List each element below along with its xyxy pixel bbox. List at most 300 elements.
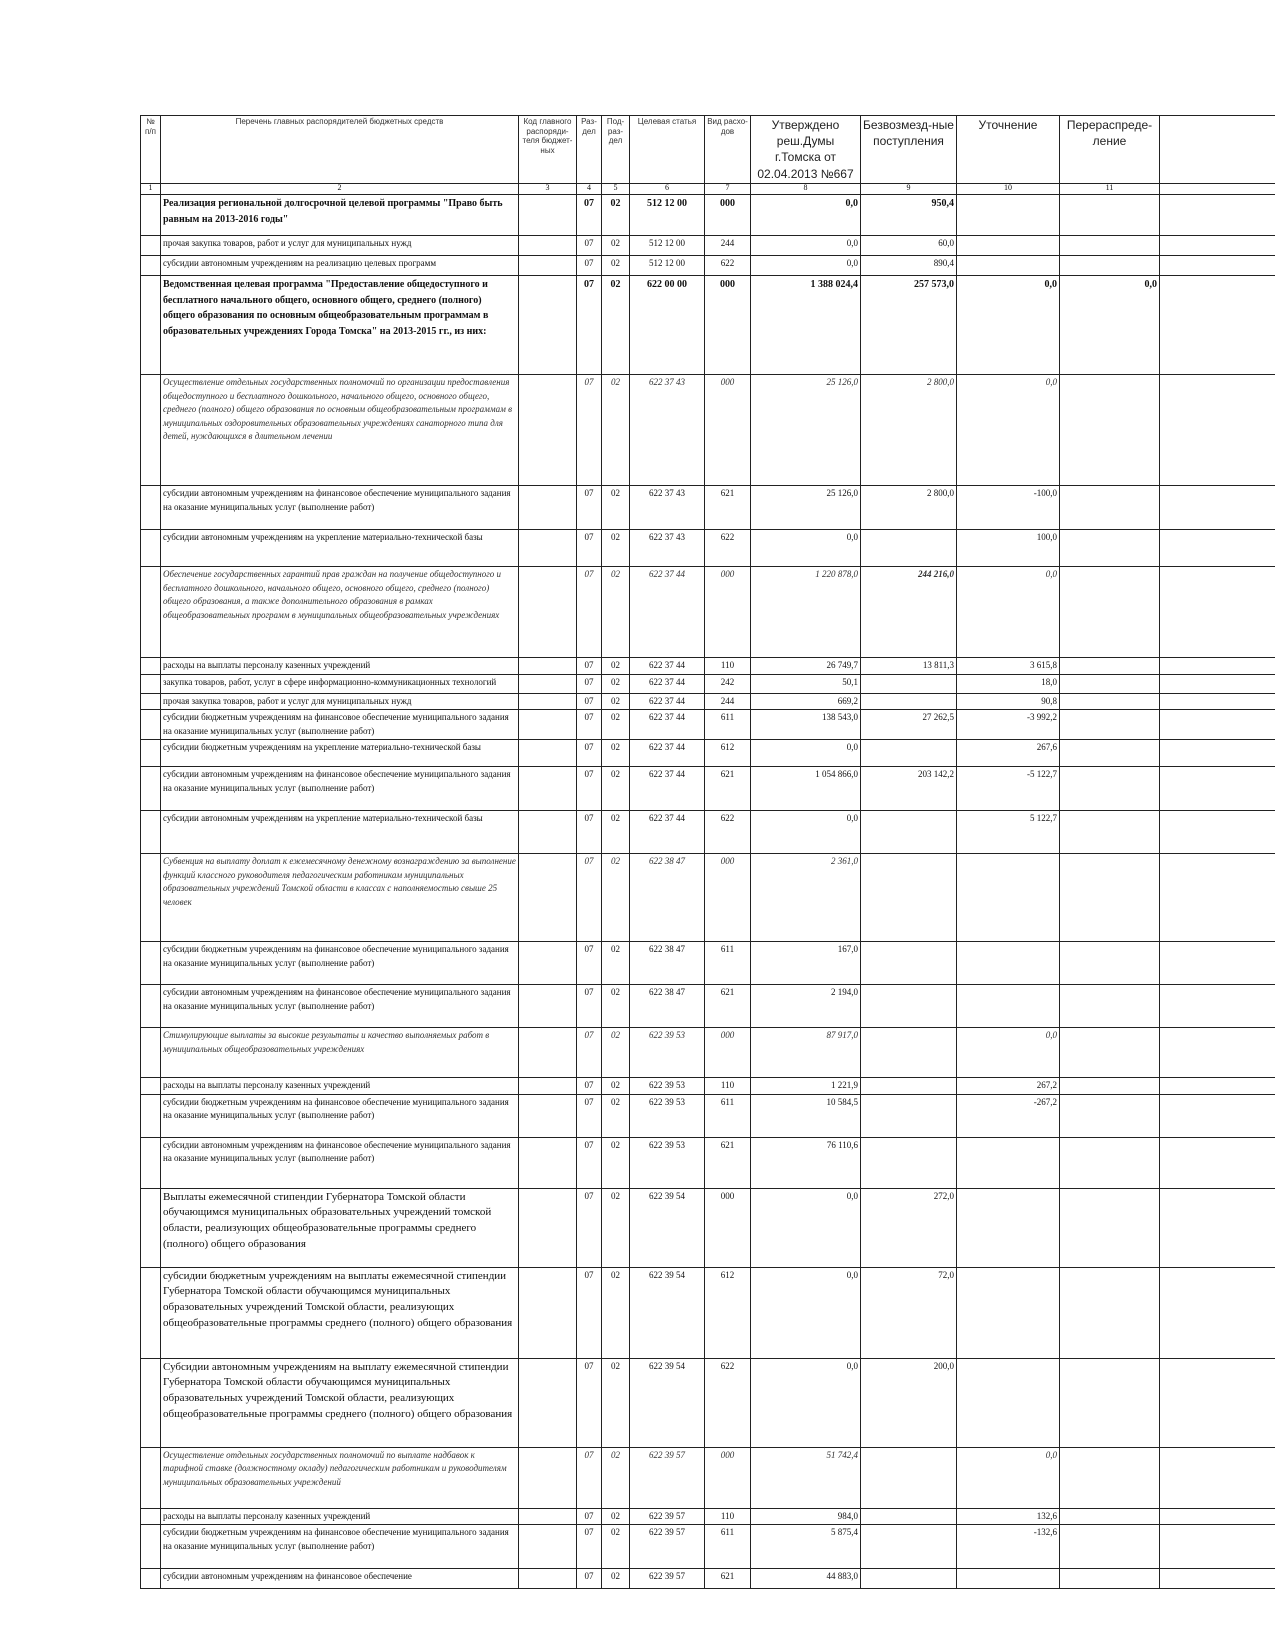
row-approved: 25 126,0 xyxy=(751,486,861,530)
row-code xyxy=(519,256,577,276)
row-name: субсидии автономным учреждениям на финансовое обеспечение xyxy=(161,1569,519,1589)
header-clarification: Уточнение xyxy=(957,116,1060,184)
row-name: субсидии автономным учреждениям на укрепление материально-технической базы xyxy=(161,811,519,854)
col-num xyxy=(1160,184,1275,195)
row-expense-type: 611 xyxy=(705,942,751,985)
row-code xyxy=(519,854,577,942)
row-number xyxy=(141,710,161,740)
row-code xyxy=(519,1447,577,1508)
row-target-article: 622 37 43 xyxy=(630,375,705,486)
row-target-article: 622 39 54 xyxy=(630,1267,705,1358)
row-gratuitous: 27 262,5 xyxy=(861,710,957,740)
row-expense-type: 612 xyxy=(705,1267,751,1358)
row-approved: 138 543,0 xyxy=(751,710,861,740)
row-gratuitous: 60,0 xyxy=(861,236,957,256)
row-name: Выплаты ежемесячной стипендии Губернатора Томской области обучающимся муниципальных образовательных учреждений томской области, реализующих общеобразовательные программы среднего (полного) общего образования xyxy=(161,1188,519,1267)
col-num: 5 xyxy=(602,184,630,195)
row-redistribution xyxy=(1060,1028,1160,1078)
row-target-article: 512 12 00 xyxy=(630,256,705,276)
row-extra xyxy=(1160,1447,1275,1508)
row-gratuitous xyxy=(861,1078,957,1095)
row-approved: 1 388 024,4 xyxy=(751,276,861,375)
row-approved: 26 749,7 xyxy=(751,658,861,675)
row-razdel: 07 xyxy=(577,1569,602,1589)
row-extra xyxy=(1160,985,1275,1028)
row-name: субсидии автономным учреждениям на финансовое обеспечение муниципального задания на оказание муниципальных услуг (выполнение работ) xyxy=(161,767,519,811)
row-podrazdel: 02 xyxy=(602,811,630,854)
row-expense-type: 621 xyxy=(705,1137,751,1188)
table-row xyxy=(141,1358,1275,1447)
row-clarification: 0,0 xyxy=(957,375,1060,486)
header-code: Код главного распоряди-теля бюджет-ных xyxy=(519,116,577,184)
row-podrazdel: 02 xyxy=(602,1078,630,1095)
row-podrazdel: 02 xyxy=(602,674,630,693)
row-redistribution xyxy=(1060,710,1160,740)
row-podrazdel: 02 xyxy=(602,486,630,530)
row-target-article: 622 37 44 xyxy=(630,693,705,710)
row-clarification: -267,2 xyxy=(957,1094,1060,1137)
row-razdel: 07 xyxy=(577,740,602,767)
row-clarification xyxy=(957,1137,1060,1188)
table-body xyxy=(141,195,1275,1589)
row-target-article: 622 39 53 xyxy=(630,1137,705,1188)
row-name: субсидии бюджетным учреждениям на финансовое обеспечение муниципального задания на оказание муниципальных услуг (выполнение работ) xyxy=(161,710,519,740)
table-row xyxy=(141,567,1275,658)
header-number: № п/п xyxy=(141,116,161,184)
row-extra xyxy=(1160,375,1275,486)
row-extra xyxy=(1160,1569,1275,1589)
row-extra xyxy=(1160,740,1275,767)
row-approved: 167,0 xyxy=(751,942,861,985)
header-podrazdel: Под-раз-дел xyxy=(602,116,630,184)
row-razdel: 07 xyxy=(577,195,602,236)
col-num: 10 xyxy=(957,184,1060,195)
row-approved: 0,0 xyxy=(751,256,861,276)
row-redistribution xyxy=(1060,375,1160,486)
row-number xyxy=(141,1508,161,1525)
row-clarification: 90,8 xyxy=(957,693,1060,710)
row-number xyxy=(141,1447,161,1508)
row-name: субсидии автономным учреждениям на реализацию целевых программ xyxy=(161,256,519,276)
row-expense-type: 000 xyxy=(705,567,751,658)
row-expense-type: 611 xyxy=(705,1525,751,1569)
row-clarification: -3 992,2 xyxy=(957,710,1060,740)
col-num: 6 xyxy=(630,184,705,195)
col-num: 11 xyxy=(1060,184,1160,195)
table-row xyxy=(141,767,1275,811)
row-clarification xyxy=(957,236,1060,256)
row-expense-type: 000 xyxy=(705,1028,751,1078)
row-target-article: 512 12 00 xyxy=(630,195,705,236)
row-approved: 0,0 xyxy=(751,236,861,256)
table-row xyxy=(141,942,1275,985)
row-expense-type: 000 xyxy=(705,854,751,942)
row-target-article: 622 37 43 xyxy=(630,486,705,530)
row-gratuitous xyxy=(861,674,957,693)
col-num: 2 xyxy=(161,184,519,195)
row-approved: 0,0 xyxy=(751,1188,861,1267)
row-number xyxy=(141,1028,161,1078)
row-number xyxy=(141,236,161,256)
row-expense-type: 000 xyxy=(705,1447,751,1508)
header-extra xyxy=(1160,116,1275,184)
row-razdel: 07 xyxy=(577,1078,602,1095)
row-extra xyxy=(1160,567,1275,658)
row-gratuitous: 72,0 xyxy=(861,1267,957,1358)
row-target-article: 622 38 47 xyxy=(630,942,705,985)
row-clarification: 267,2 xyxy=(957,1078,1060,1095)
budget-table xyxy=(140,115,1275,1589)
row-redistribution xyxy=(1060,1525,1160,1569)
row-clarification: 0,0 xyxy=(957,276,1060,375)
row-expense-type: 244 xyxy=(705,236,751,256)
table-row xyxy=(141,693,1275,710)
row-code xyxy=(519,1028,577,1078)
row-number xyxy=(141,1094,161,1137)
row-redistribution: 0,0 xyxy=(1060,276,1160,375)
table-row xyxy=(141,740,1275,767)
row-number xyxy=(141,195,161,236)
row-target-article: 622 39 57 xyxy=(630,1569,705,1589)
row-clarification: -132,6 xyxy=(957,1525,1060,1569)
table-row xyxy=(141,256,1275,276)
row-podrazdel: 02 xyxy=(602,1358,630,1447)
row-clarification xyxy=(957,985,1060,1028)
row-redistribution xyxy=(1060,530,1160,567)
row-clarification xyxy=(957,1569,1060,1589)
row-clarification: 132,6 xyxy=(957,1508,1060,1525)
row-gratuitous xyxy=(861,740,957,767)
row-razdel: 07 xyxy=(577,1508,602,1525)
row-number xyxy=(141,942,161,985)
table-row xyxy=(141,276,1275,375)
row-redistribution xyxy=(1060,236,1160,256)
row-code xyxy=(519,1078,577,1095)
row-approved: 2 361,0 xyxy=(751,854,861,942)
header-name: Перечень главных распорядителей бюджетных средств xyxy=(161,116,519,184)
row-gratuitous xyxy=(861,985,957,1028)
table-row xyxy=(141,195,1275,236)
row-code xyxy=(519,1188,577,1267)
row-expense-type: 621 xyxy=(705,1569,751,1589)
row-expense-type: 000 xyxy=(705,195,751,236)
row-number xyxy=(141,486,161,530)
row-gratuitous: 244 216,0 xyxy=(861,567,957,658)
table-row xyxy=(141,1137,1275,1188)
header-target-article: Целевая статья xyxy=(630,116,705,184)
row-razdel: 07 xyxy=(577,1447,602,1508)
row-podrazdel: 02 xyxy=(602,710,630,740)
row-podrazdel: 02 xyxy=(602,1094,630,1137)
row-code xyxy=(519,658,577,675)
row-extra xyxy=(1160,276,1275,375)
row-target-article: 622 39 57 xyxy=(630,1447,705,1508)
table-row xyxy=(141,710,1275,740)
row-name: Осуществление отдельных государственных полномочий по выплате надбавок к тарифной ставке (должностному окладу) педагогическим работникам и руководителям муниципальных образовательных учреждений xyxy=(161,1447,519,1508)
row-code xyxy=(519,1267,577,1358)
row-name: субсидии автономным учреждениям на финансовое обеспечение муниципального задания на оказание муниципальных услуг (выполнение работ) xyxy=(161,985,519,1028)
row-number xyxy=(141,767,161,811)
row-extra xyxy=(1160,710,1275,740)
row-gratuitous: 200,0 xyxy=(861,1358,957,1447)
row-redistribution xyxy=(1060,942,1160,985)
row-podrazdel: 02 xyxy=(602,693,630,710)
row-code xyxy=(519,710,577,740)
row-expense-type: 621 xyxy=(705,985,751,1028)
row-gratuitous: 890,4 xyxy=(861,256,957,276)
row-target-article: 622 00 00 xyxy=(630,276,705,375)
row-name: субсидии автономным учреждениям на укрепление материально-технической базы xyxy=(161,530,519,567)
row-gratuitous xyxy=(861,1447,957,1508)
row-code xyxy=(519,236,577,256)
row-podrazdel: 02 xyxy=(602,530,630,567)
row-podrazdel: 02 xyxy=(602,1508,630,1525)
row-redistribution xyxy=(1060,854,1160,942)
row-expense-type: 242 xyxy=(705,674,751,693)
row-gratuitous xyxy=(861,1137,957,1188)
table-row xyxy=(141,1569,1275,1589)
col-num: 8 xyxy=(751,184,861,195)
row-extra xyxy=(1160,658,1275,675)
row-gratuitous xyxy=(861,1094,957,1137)
row-target-article: 512 12 00 xyxy=(630,236,705,256)
row-clarification xyxy=(957,942,1060,985)
row-gratuitous xyxy=(861,1028,957,1078)
row-target-article: 622 39 57 xyxy=(630,1525,705,1569)
row-approved: 1 220 878,0 xyxy=(751,567,861,658)
table-row xyxy=(141,854,1275,942)
row-razdel: 07 xyxy=(577,375,602,486)
row-razdel: 07 xyxy=(577,1358,602,1447)
row-code xyxy=(519,740,577,767)
row-approved: 25 126,0 xyxy=(751,375,861,486)
row-extra xyxy=(1160,1508,1275,1525)
row-extra xyxy=(1160,236,1275,256)
table-row xyxy=(141,674,1275,693)
row-clarification xyxy=(957,1188,1060,1267)
header-row xyxy=(141,116,1275,184)
col-num: 9 xyxy=(861,184,957,195)
row-podrazdel: 02 xyxy=(602,256,630,276)
table-row xyxy=(141,1267,1275,1358)
row-name: Обеспечение государственных гарантий прав граждан на получение общедоступного и бесплатного дошкольного, начального общего, основного общего, среднего (полного) общего образования, а также дополнительного образования в рамках общеобразовательных программ в муниципальных общеобразовательных учреждениях xyxy=(161,567,519,658)
row-redistribution xyxy=(1060,1447,1160,1508)
row-code xyxy=(519,767,577,811)
row-razdel: 07 xyxy=(577,658,602,675)
row-expense-type: 110 xyxy=(705,1078,751,1095)
column-number-row xyxy=(141,184,1275,195)
row-name: субсидии бюджетным учреждениям на выплаты ежемесячной стипендии Губернатора Томской области обучающимся муниципальных образовательных учреждений Томской области, реализующих общеобразовательные программы среднего (полного) общего образования xyxy=(161,1267,519,1358)
table-row xyxy=(141,658,1275,675)
table-row xyxy=(141,1028,1275,1078)
col-num: 4 xyxy=(577,184,602,195)
row-redistribution xyxy=(1060,1188,1160,1267)
row-gratuitous: 13 811,3 xyxy=(861,658,957,675)
row-code xyxy=(519,1094,577,1137)
row-approved: 1 054 866,0 xyxy=(751,767,861,811)
row-redistribution xyxy=(1060,195,1160,236)
row-expense-type: 611 xyxy=(705,1094,751,1137)
row-expense-type: 621 xyxy=(705,767,751,811)
row-target-article: 622 39 53 xyxy=(630,1094,705,1137)
row-podrazdel: 02 xyxy=(602,567,630,658)
row-number xyxy=(141,1267,161,1358)
row-razdel: 07 xyxy=(577,1028,602,1078)
row-extra xyxy=(1160,1358,1275,1447)
row-gratuitous xyxy=(861,693,957,710)
row-podrazdel: 02 xyxy=(602,1188,630,1267)
row-name: субсидии бюджетным учреждениям на финансовое обеспечение муниципального задания на оказание муниципальных услуг (выполнение работ) xyxy=(161,942,519,985)
row-expense-type: 622 xyxy=(705,530,751,567)
table-row xyxy=(141,1525,1275,1569)
row-name: Реализация региональной долгосрочной целевой программы "Право быть равным на 2013-2016 годы" xyxy=(161,195,519,236)
row-approved: 44 883,0 xyxy=(751,1569,861,1589)
row-gratuitous: 2 800,0 xyxy=(861,375,957,486)
row-podrazdel: 02 xyxy=(602,375,630,486)
row-code xyxy=(519,985,577,1028)
row-number xyxy=(141,530,161,567)
row-code xyxy=(519,486,577,530)
table-row xyxy=(141,1078,1275,1095)
header-razdel: Раз-дел xyxy=(577,116,602,184)
row-gratuitous: 203 142,2 xyxy=(861,767,957,811)
row-clarification: 0,0 xyxy=(957,1447,1060,1508)
row-approved: 87 917,0 xyxy=(751,1028,861,1078)
row-extra xyxy=(1160,1137,1275,1188)
row-code xyxy=(519,530,577,567)
row-number xyxy=(141,567,161,658)
row-number xyxy=(141,1078,161,1095)
row-number xyxy=(141,854,161,942)
row-extra xyxy=(1160,195,1275,236)
row-expense-type: 622 xyxy=(705,256,751,276)
row-approved: 0,0 xyxy=(751,1358,861,1447)
row-approved: 0,0 xyxy=(751,195,861,236)
row-number xyxy=(141,375,161,486)
row-approved: 5 875,4 xyxy=(751,1525,861,1569)
row-number xyxy=(141,985,161,1028)
row-expense-type: 622 xyxy=(705,811,751,854)
row-redistribution xyxy=(1060,1137,1160,1188)
row-extra xyxy=(1160,1188,1275,1267)
row-redistribution xyxy=(1060,674,1160,693)
row-code xyxy=(519,1358,577,1447)
table-row xyxy=(141,1188,1275,1267)
row-approved: 0,0 xyxy=(751,530,861,567)
row-extra xyxy=(1160,1267,1275,1358)
row-target-article: 622 37 44 xyxy=(630,674,705,693)
row-expense-type: 244 xyxy=(705,693,751,710)
row-number xyxy=(141,1569,161,1589)
col-num: 7 xyxy=(705,184,751,195)
row-redistribution xyxy=(1060,567,1160,658)
row-razdel: 07 xyxy=(577,1137,602,1188)
row-razdel: 07 xyxy=(577,276,602,375)
row-razdel: 07 xyxy=(577,1267,602,1358)
row-razdel: 07 xyxy=(577,1094,602,1137)
row-gratuitous: 272,0 xyxy=(861,1188,957,1267)
row-razdel: 07 xyxy=(577,693,602,710)
row-razdel: 07 xyxy=(577,486,602,530)
row-redistribution xyxy=(1060,1358,1160,1447)
row-extra xyxy=(1160,942,1275,985)
row-podrazdel: 02 xyxy=(602,1447,630,1508)
row-name: расходы на выплаты персоналу казенных учреждений xyxy=(161,1508,519,1525)
row-expense-type: 621 xyxy=(705,486,751,530)
row-gratuitous xyxy=(861,1569,957,1589)
row-number xyxy=(141,658,161,675)
table-row xyxy=(141,1508,1275,1525)
row-clarification xyxy=(957,1358,1060,1447)
row-expense-type: 110 xyxy=(705,1508,751,1525)
row-redistribution xyxy=(1060,1267,1160,1358)
row-target-article: 622 39 54 xyxy=(630,1358,705,1447)
row-razdel: 07 xyxy=(577,942,602,985)
row-code xyxy=(519,195,577,236)
row-approved: 2 194,0 xyxy=(751,985,861,1028)
row-razdel: 07 xyxy=(577,236,602,256)
row-gratuitous xyxy=(861,811,957,854)
row-clarification: -100,0 xyxy=(957,486,1060,530)
row-expense-type: 000 xyxy=(705,276,751,375)
row-extra xyxy=(1160,1028,1275,1078)
row-name: Стимулирующие выплаты за высокие результаты и качество выполняемых работ в муниципальных общеобразовательных учреждениях xyxy=(161,1028,519,1078)
table-row xyxy=(141,1094,1275,1137)
row-extra xyxy=(1160,1094,1275,1137)
row-clarification: 100,0 xyxy=(957,530,1060,567)
row-expense-type: 000 xyxy=(705,375,751,486)
row-podrazdel: 02 xyxy=(602,985,630,1028)
row-approved: 0,0 xyxy=(751,1267,861,1358)
row-redistribution xyxy=(1060,1508,1160,1525)
row-approved: 10 584,5 xyxy=(751,1094,861,1137)
row-razdel: 07 xyxy=(577,854,602,942)
row-podrazdel: 02 xyxy=(602,236,630,256)
row-approved: 0,0 xyxy=(751,740,861,767)
row-code xyxy=(519,276,577,375)
row-podrazdel: 02 xyxy=(602,1267,630,1358)
row-target-article: 622 38 47 xyxy=(630,985,705,1028)
row-name: прочая закупка товаров, работ и услуг для муниципальных нужд xyxy=(161,236,519,256)
row-gratuitous xyxy=(861,1508,957,1525)
row-podrazdel: 02 xyxy=(602,942,630,985)
row-name: расходы на выплаты персоналу казенных учреждений xyxy=(161,658,519,675)
row-expense-type: 110 xyxy=(705,658,751,675)
row-extra xyxy=(1160,256,1275,276)
row-code xyxy=(519,1137,577,1188)
row-podrazdel: 02 xyxy=(602,276,630,375)
row-expense-type: 611 xyxy=(705,710,751,740)
row-gratuitous xyxy=(861,1525,957,1569)
row-expense-type: 622 xyxy=(705,1358,751,1447)
row-name: субсидии бюджетным учреждениям на финансовое обеспечение муниципального задания на оказание муниципальных услуг (выполнение работ) xyxy=(161,1525,519,1569)
row-code xyxy=(519,942,577,985)
row-name: Субвенция на выплату доплат к ежемесячному денежному вознаграждению за выполнение функций классного руководителя педагогическим работникам муниципальных образовательных учреждений Томской области в классах с наполняемостью свыше 25 человек xyxy=(161,854,519,942)
header-gratuitous: Безвозмезд-ные поступления xyxy=(861,116,957,184)
row-razdel: 07 xyxy=(577,256,602,276)
table-row xyxy=(141,375,1275,486)
row-razdel: 07 xyxy=(577,811,602,854)
row-target-article: 622 37 43 xyxy=(630,530,705,567)
row-gratuitous: 2 800,0 xyxy=(861,486,957,530)
budget-table-sheet xyxy=(140,115,1275,1650)
row-clarification: 5 122,7 xyxy=(957,811,1060,854)
row-extra xyxy=(1160,693,1275,710)
row-code xyxy=(519,1508,577,1525)
row-clarification: 18,0 xyxy=(957,674,1060,693)
row-redistribution xyxy=(1060,767,1160,811)
row-clarification xyxy=(957,1267,1060,1358)
